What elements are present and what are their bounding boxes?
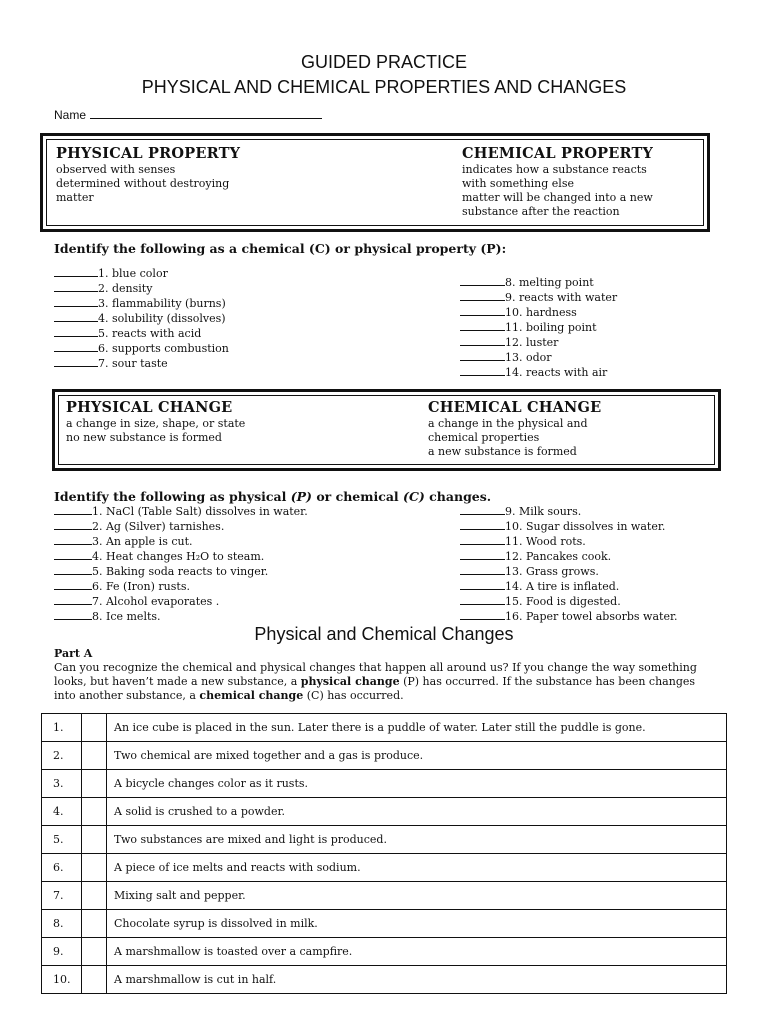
table-row [42,742,727,770]
statement-cell: An ice cube is placed in the sun. Later there is a puddle of water. Later still the puddle is gone. [107,714,727,742]
list-item: 6. supports combustion [54,341,229,356]
statement-cell: A piece of ice melts and reacts with sodium. [107,854,727,882]
answer-blank[interactable] [54,266,98,277]
table-row [42,798,727,826]
row-number: 8. [42,910,82,938]
list-item: 9. reacts with water [460,290,617,305]
chemical-property-definition [462,145,653,219]
list-item: 5. reacts with acid [54,326,229,341]
table-row [42,938,727,966]
answer-blank[interactable] [460,365,505,376]
property-quiz-left-list [54,266,229,371]
definition-line: determined without destroying [56,177,230,190]
page-subtitle: PHYSICAL AND CHEMICAL PROPERTIES AND CHANGES [141,77,627,97]
table-row [42,966,727,994]
answer-cell[interactable] [82,910,107,938]
definition-line: with something else [462,177,574,190]
answer-blank[interactable] [54,296,98,307]
answer-blank[interactable] [460,564,505,575]
table-row [42,882,727,910]
answer-cell[interactable] [82,714,107,742]
change-quiz-instruction: Identify the following as physical (P) or chemical (C) changes. [54,489,492,504]
definition-line: substance after the reaction [462,205,620,218]
chemical-change-definition [428,399,601,459]
answer-blank[interactable] [54,534,92,545]
change-quiz-right-list [460,504,678,624]
list-item: 9. Milk sours. [460,504,678,519]
answer-cell[interactable] [82,938,107,966]
statement-cell: Chocolate syrup is dissolved in milk. [107,910,727,938]
row-number: 9. [42,938,82,966]
definition-line: a change in size, shape, or state [66,417,246,430]
definition-line: chemical properties [428,431,540,444]
answer-blank[interactable] [460,350,505,361]
row-number: 5. [42,826,82,854]
property-quiz-right-list [460,275,617,380]
answer-blank[interactable] [460,579,505,590]
row-number: 1. [42,714,82,742]
statement-cell: Mixing salt and pepper. [107,882,727,910]
statement-cell: A solid is crushed to a powder. [107,798,727,826]
row-number: 10. [42,966,82,994]
physical-change-heading: PHYSICAL CHANGE [66,399,233,416]
answer-blank[interactable] [460,534,505,545]
answer-blank[interactable] [54,504,92,515]
answer-cell[interactable] [82,882,107,910]
list-item: 3. flammability (burns) [54,296,229,311]
physical-property-heading: PHYSICAL PROPERTY [56,145,241,162]
row-number: 7. [42,882,82,910]
name-label: Name [54,108,87,122]
list-item: 4. solubility (dissolves) [54,311,229,326]
list-item: 14. A tire is inflated. [460,579,678,594]
row-number: 6. [42,854,82,882]
answer-blank[interactable] [460,519,505,530]
changes-table [41,713,727,994]
answer-blank[interactable] [460,594,505,605]
answer-blank[interactable] [54,564,92,575]
list-item: 5. Baking soda reacts to vinger. [54,564,308,579]
answer-cell[interactable] [82,966,107,994]
answer-blank[interactable] [460,609,505,620]
list-item: 15. Food is digested. [460,594,678,609]
answer-blank[interactable] [54,579,92,590]
physical-property-definition [56,145,240,205]
list-item: 16. Paper towel absorbs water. [460,609,678,624]
definition-line: observed with senses [56,163,176,176]
answer-cell[interactable] [82,770,107,798]
part-a-intro: Can you recognize the chemical and physical changes that happen all around us? If you change the way something looks, but haven’t made a new substance, a physical change (P) has occurred. If the substance has been changes into another substance, a chemical change (C) has occurred. [54,661,697,702]
list-item: 11. Wood rots. [460,534,678,549]
answer-blank[interactable] [54,356,98,367]
answer-cell[interactable] [82,826,107,854]
chemical-property-heading: CHEMICAL PROPERTY [462,145,654,162]
answer-blank[interactable] [54,341,98,352]
definition-line: no new substance is formed [66,431,222,444]
list-item: 2. density [54,281,229,296]
list-item: 10. hardness [460,305,617,320]
chemical-change-heading: CHEMICAL CHANGE [428,399,602,416]
part-a-label: Part A [54,647,93,660]
answer-blank[interactable] [54,519,92,530]
page-title: GUIDED PRACTICE [300,52,468,72]
list-item: 4. Heat changes H₂O to steam. [54,549,308,564]
answer-blank[interactable] [460,504,505,515]
name-field[interactable] [90,107,322,119]
list-item: 1. blue color [54,266,229,281]
answer-cell[interactable] [82,742,107,770]
answer-blank[interactable] [54,549,92,560]
table-row [42,826,727,854]
list-item: 2. Ag (Silver) tarnishes. [54,519,308,534]
list-item: 8. Ice melts. [54,609,308,624]
statement-cell: A marshmallow is toasted over a campfire. [107,938,727,966]
section-title: Physical and Chemical Changes [254,624,514,644]
answer-blank[interactable] [460,275,505,286]
statement-cell: A bicycle changes color as it rusts. [107,770,727,798]
property-quiz-instruction: Identify the following as a chemical (C) or physical property (P): [54,241,507,256]
list-item: 8. melting point [460,275,617,290]
answer-blank[interactable] [54,594,92,605]
physical-change-definition [66,399,245,445]
table-row [42,910,727,938]
change-quiz-left-list [54,504,308,624]
table-row [42,770,727,798]
change-definitions-box [52,389,721,471]
list-item: 11. boiling point [460,320,617,335]
list-item: 3. An apple is cut. [54,534,308,549]
definition-line: matter will be changed into a new [462,191,653,204]
list-item: 14. reacts with air [460,365,617,380]
statement-cell: Two substances are mixed and light is produced. [107,826,727,854]
name-row [54,107,322,122]
answer-cell[interactable] [82,798,107,826]
row-number: 3. [42,770,82,798]
answer-blank[interactable] [460,335,505,346]
list-item: 12. Pancakes cook. [460,549,678,564]
answer-blank[interactable] [460,290,505,301]
definition-line: a change in the physical and [428,417,588,430]
definition-line: matter [56,191,94,204]
list-item: 13. odor [460,350,617,365]
table-row [42,714,727,742]
statement-cell: A marshmallow is cut in half. [107,966,727,994]
list-item: 6. Fe (Iron) rusts. [54,579,308,594]
statement-cell: Two chemical are mixed together and a gas is produce. [107,742,727,770]
row-number: 2. [42,742,82,770]
property-definitions-box [40,133,710,232]
row-number: 4. [42,798,82,826]
list-item: 7. Alcohol evaporates . [54,594,308,609]
definition-line: a new substance is formed [428,445,577,458]
list-item: 7. sour taste [54,356,229,371]
answer-blank[interactable] [54,326,98,337]
answer-blank[interactable] [460,549,505,560]
answer-blank[interactable] [54,281,98,292]
answer-blank[interactable] [460,305,505,316]
list-item: 10. Sugar dissolves in water. [460,519,678,534]
list-item: 13. Grass grows. [460,564,678,579]
answer-blank[interactable] [54,609,92,620]
answer-cell[interactable] [82,854,107,882]
answer-blank[interactable] [54,311,98,322]
table-row [42,854,727,882]
definition-line: indicates how a substance reacts [462,163,647,176]
list-item: 1. NaCl (Table Salt) dissolves in water. [54,504,308,519]
list-item: 12. luster [460,335,617,350]
answer-blank[interactable] [460,320,505,331]
